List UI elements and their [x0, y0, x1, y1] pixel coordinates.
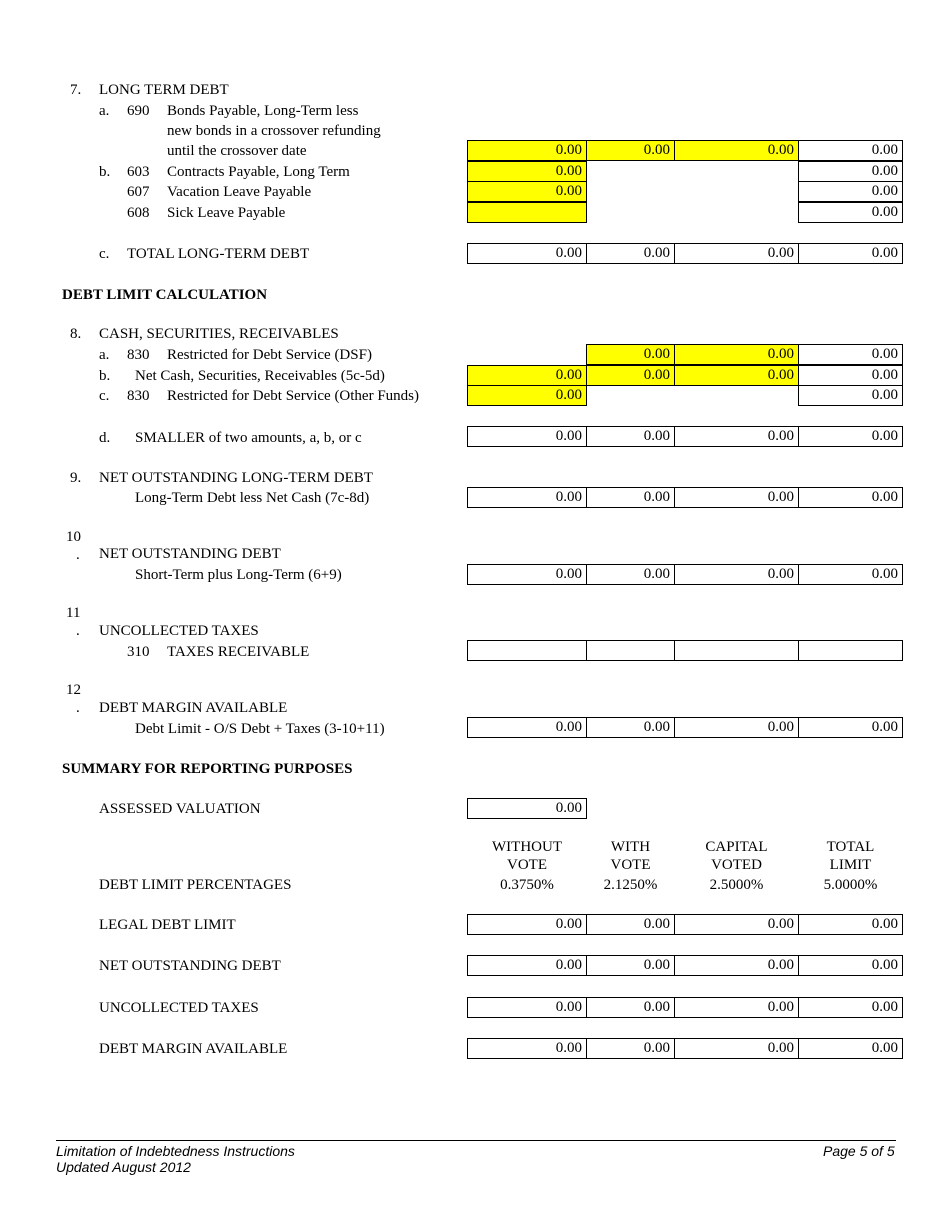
section-12-title: DEBT MARGIN AVAILABLE [99, 700, 288, 716]
item-7c-total: 0.00 [798, 243, 903, 264]
assessed-valuation-label: ASSESSED VALUATION [99, 801, 261, 817]
item-7a-total: 0.00 [798, 140, 903, 161]
item-7b-desc: Contracts Payable, Long Term [167, 164, 350, 180]
item-8b-capital-voted[interactable]: 0.00 [674, 365, 799, 386]
sec12-without-vote: 0.00 [467, 717, 587, 738]
summary-uncollected-without-vote: 0.00 [467, 997, 587, 1018]
summary-heading: SUMMARY FOR REPORTING PURPOSES [62, 761, 353, 777]
pct-capital-voted: 2.5000% [709, 877, 764, 893]
item-8b-desc: Net Cash, Securities, Receivables (5c-5d) [135, 368, 385, 384]
sec12-capital-voted: 0.00 [674, 717, 799, 738]
item-607-total: 0.00 [798, 181, 903, 202]
summary-uncollected-capital-voted: 0.00 [674, 997, 799, 1018]
item-8a-with-vote[interactable]: 0.00 [586, 344, 675, 365]
sec12-with-vote: 0.00 [586, 717, 675, 738]
sec11-with-vote[interactable] [586, 640, 675, 661]
sec9-without-vote: 0.00 [467, 487, 587, 508]
item-7c-desc: TOTAL LONG-TERM DEBT [127, 246, 310, 262]
item-7a-desc-line2: new bonds in a crossover refunding [167, 123, 381, 139]
col-header-capital-voted-l1: CAPITAL [705, 839, 768, 855]
sec9-capital-voted: 0.00 [674, 487, 799, 508]
item-8b-letter: b. [99, 368, 111, 384]
summary-net-total: 0.00 [798, 955, 903, 976]
item-608-total: 0.00 [798, 202, 903, 223]
assessed-valuation-value[interactable]: 0.00 [467, 798, 587, 819]
section-9-title: NET OUTSTANDING LONG-TERM DEBT [99, 470, 373, 486]
summary-net-outstanding-label: NET OUTSTANDING DEBT [99, 958, 281, 974]
sec11-without-vote[interactable] [467, 640, 587, 661]
item-8c-code: 830 [127, 388, 150, 404]
debt-limit-heading: DEBT LIMIT CALCULATION [62, 287, 268, 303]
item-7b-code: 603 [127, 164, 150, 180]
legal-debt-limit-total: 0.00 [798, 914, 903, 935]
sec9-total: 0.00 [798, 487, 903, 508]
item-7a-letter: a. [99, 103, 110, 119]
footer-doc-title: Limitation of Indebtedness Instructions [56, 1143, 295, 1159]
summary-net-capital-voted: 0.00 [674, 955, 799, 976]
legal-debt-limit-with-vote: 0.00 [586, 914, 675, 935]
item-8b-with-vote[interactable]: 0.00 [586, 365, 675, 386]
sec10-total: 0.00 [798, 564, 903, 585]
item-8d-without-vote: 0.00 [467, 426, 587, 447]
item-8a-letter: a. [99, 347, 110, 363]
summary-margin-total: 0.00 [798, 1038, 903, 1059]
col-header-total-limit-l2: LIMIT [829, 857, 872, 873]
item-8a-code: 830 [127, 347, 150, 363]
item-8c-desc: Restricted for Debt Service (Other Funds) [167, 388, 420, 404]
item-8d-total: 0.00 [798, 426, 903, 447]
section-11-dot: . [76, 623, 80, 639]
pct-total-limit: 5.0000% [823, 877, 878, 893]
item-7b-without-vote[interactable]: 0.00 [467, 161, 587, 182]
summary-margin-without-vote: 0.00 [467, 1038, 587, 1059]
section-8-number: 8. [70, 326, 82, 342]
summary-uncollected-with-vote: 0.00 [586, 997, 675, 1018]
item-7c-without-vote: 0.00 [467, 243, 587, 264]
section-8-title: CASH, SECURITIES, RECEIVABLES [99, 326, 339, 342]
item-8d-with-vote: 0.00 [586, 426, 675, 447]
section-11-desc: TAXES RECEIVABLE [167, 644, 310, 660]
section-11-code: 310 [127, 644, 150, 660]
summary-uncollected-total: 0.00 [798, 997, 903, 1018]
footer-updated-date: Updated August 2012 [56, 1159, 191, 1175]
section-12-dot: . [76, 700, 80, 716]
item-7a-code: 690 [127, 103, 150, 119]
pct-with-vote: 2.1250% [603, 877, 658, 893]
item-8b-total: 0.00 [798, 365, 903, 386]
item-8c-letter: c. [99, 388, 110, 404]
item-8d-letter: d. [99, 430, 111, 446]
item-7b-letter: b. [99, 164, 111, 180]
item-7b-total: 0.00 [798, 161, 903, 182]
item-607-desc: Vacation Leave Payable [167, 184, 312, 200]
footer-rule [56, 1140, 896, 1141]
item-8d-capital-voted: 0.00 [674, 426, 799, 447]
item-608-without-vote[interactable] [467, 202, 587, 223]
item-8a-desc: Restricted for Debt Service (DSF) [167, 347, 372, 363]
col-header-without-vote-l2: VOTE [507, 857, 547, 873]
item-8c-without-vote[interactable]: 0.00 [467, 385, 587, 406]
debt-limit-percentages-label: DEBT LIMIT PERCENTAGES [99, 877, 292, 893]
sec11-total[interactable] [798, 640, 903, 661]
section-7-title: LONG TERM DEBT [99, 82, 229, 98]
item-7a-desc-line1: Bonds Payable, Long-Term less [167, 103, 359, 119]
item-7a-without-vote[interactable]: 0.00 [467, 140, 587, 161]
summary-margin-label: DEBT MARGIN AVAILABLE [99, 1041, 288, 1057]
section-11-title: UNCOLLECTED TAXES [99, 623, 259, 639]
sec9-with-vote: 0.00 [586, 487, 675, 508]
section-12-number: 12 [66, 682, 81, 698]
item-607-code: 607 [127, 184, 150, 200]
section-9-number: 9. [70, 470, 82, 486]
section-10-dot: . [76, 547, 80, 563]
section-12-desc: Debt Limit - O/S Debt + Taxes (3-10+11) [135, 721, 385, 737]
summary-net-without-vote: 0.00 [467, 955, 587, 976]
item-8a-capital-voted[interactable]: 0.00 [674, 344, 799, 365]
sec11-capital-voted[interactable] [674, 640, 799, 661]
item-608-desc: Sick Leave Payable [167, 205, 286, 221]
section-10-number: 10 [66, 529, 81, 545]
item-7c-with-vote: 0.00 [586, 243, 675, 264]
section-11-number: 11 [66, 605, 81, 621]
item-8d-desc: SMALLER of two amounts, a, b, or c [135, 430, 362, 446]
pct-without-vote: 0.3750% [500, 877, 554, 893]
legal-debt-limit-label: LEGAL DEBT LIMIT [99, 917, 236, 933]
sec12-total: 0.00 [798, 717, 903, 738]
col-header-without-vote-l1: WITHOUT [492, 839, 562, 855]
legal-debt-limit-capital-voted: 0.00 [674, 914, 799, 935]
summary-margin-capital-voted: 0.00 [674, 1038, 799, 1059]
item-8a-total: 0.00 [798, 344, 903, 365]
item-608-code: 608 [127, 205, 150, 221]
summary-margin-with-vote: 0.00 [586, 1038, 675, 1059]
item-7c-capital-voted: 0.00 [674, 243, 799, 264]
item-7a-capital-voted[interactable]: 0.00 [674, 140, 799, 161]
sec10-without-vote: 0.00 [467, 564, 587, 585]
summary-uncollected-label: UNCOLLECTED TAXES [99, 1000, 259, 1016]
section-9-desc: Long-Term Debt less Net Cash (7c-8d) [135, 490, 370, 506]
item-7a-with-vote[interactable]: 0.00 [586, 140, 675, 161]
col-header-with-vote-l2: VOTE [610, 857, 651, 873]
item-8c-total: 0.00 [798, 385, 903, 406]
summary-net-with-vote: 0.00 [586, 955, 675, 976]
col-header-with-vote-l1: WITH [610, 839, 651, 855]
section-10-title: NET OUTSTANDING DEBT [99, 546, 281, 562]
item-607-without-vote[interactable]: 0.00 [467, 181, 587, 202]
col-header-capital-voted-l2: VOTED [711, 857, 762, 873]
section-10-desc: Short-Term plus Long-Term (6+9) [135, 567, 342, 583]
col-header-total-limit-l1: TOTAL [826, 839, 875, 855]
legal-debt-limit-without-vote: 0.00 [467, 914, 587, 935]
sec10-with-vote: 0.00 [586, 564, 675, 585]
item-7a-desc-line3: until the crossover date [167, 143, 307, 159]
item-8b-without-vote[interactable]: 0.00 [467, 365, 587, 386]
sec10-capital-voted: 0.00 [674, 564, 799, 585]
section-7-number: 7. [70, 82, 82, 98]
footer-page-number: Page 5 of 5 [823, 1143, 895, 1159]
item-7c-letter: c. [99, 246, 110, 262]
